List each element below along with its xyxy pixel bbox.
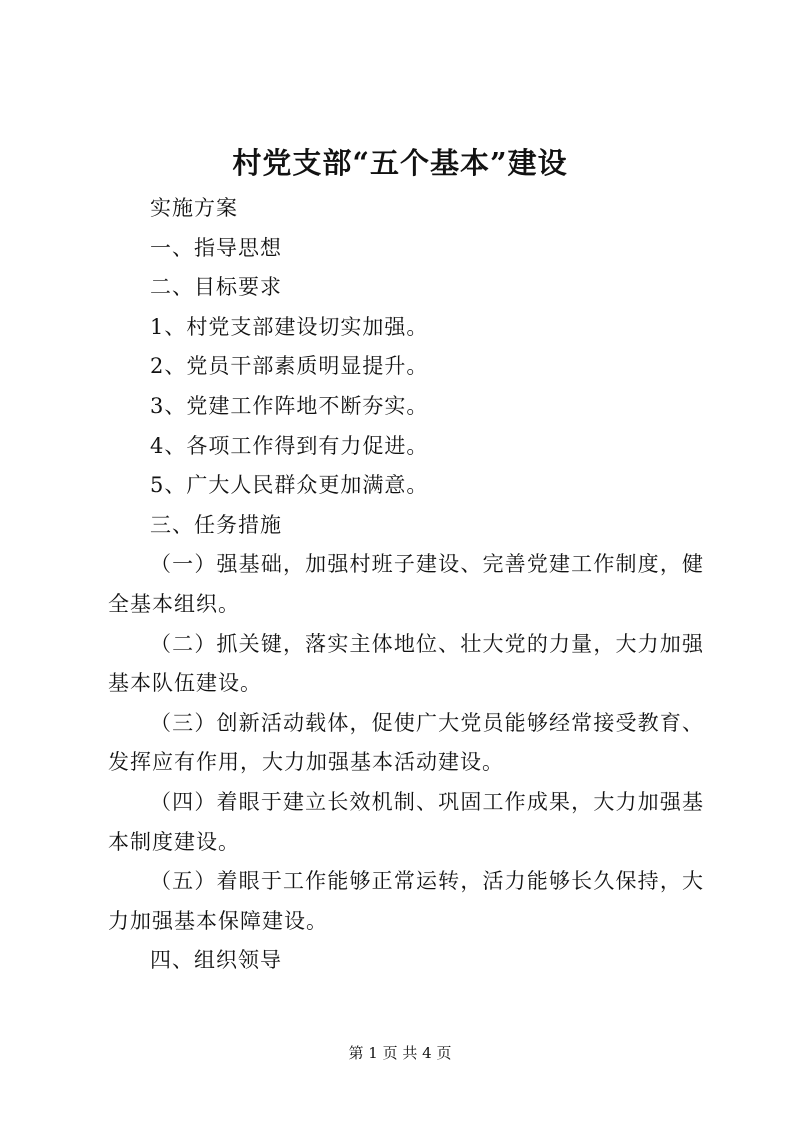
page-footer: 第 1 页 共 4 页 <box>348 1044 452 1062</box>
measure-paragraph-3: （三）创新活动载体，促使广大党员能够经常接受教育、发挥应有作用，大力加强基本活动建设。 <box>108 710 704 775</box>
goal-item-5: 5、广大人民群众更加满意。 <box>150 473 429 498</box>
subtitle-line: 实施方案 <box>150 196 238 220</box>
measure-paragraph-1: （一）强基础，加强村班子建设、完善党建工作制度，健全基本组织。 <box>108 552 704 616</box>
section-heading-leadership: 四、组织领导 <box>150 948 282 973</box>
measure-paragraph-5: （五）着眼于工作能够正常运转，活力能够长久保持，大力加强基本保障建设。 <box>108 869 704 933</box>
measure-paragraph-4: （四）着眼于建立长效机制、巩固工作成果，大力加强基本制度建设。 <box>108 789 704 854</box>
goal-item-4: 4、各项工作得到有力促进。 <box>150 433 429 458</box>
goal-item-3: 3、党建工作阵地不断夯实。 <box>150 393 429 418</box>
section-heading-guiding-thought: 一、指导思想 <box>150 235 282 260</box>
measure-paragraph-2: （二）抓关键，落实主体地位、壮大党的力量，大力加强基本队伍建设。 <box>108 631 704 696</box>
goal-item-1: 1、村党支部建设切实加强。 <box>150 314 429 339</box>
section-heading-measures: 三、任务措施 <box>150 512 282 537</box>
document-body <box>108 189 704 981</box>
section-heading-goals: 二、目标要求 <box>150 275 282 300</box>
document-title: 村党支部“五个基本”建设 <box>232 146 568 180</box>
goal-item-2: 2、党员干部素质明显提升。 <box>150 354 429 379</box>
